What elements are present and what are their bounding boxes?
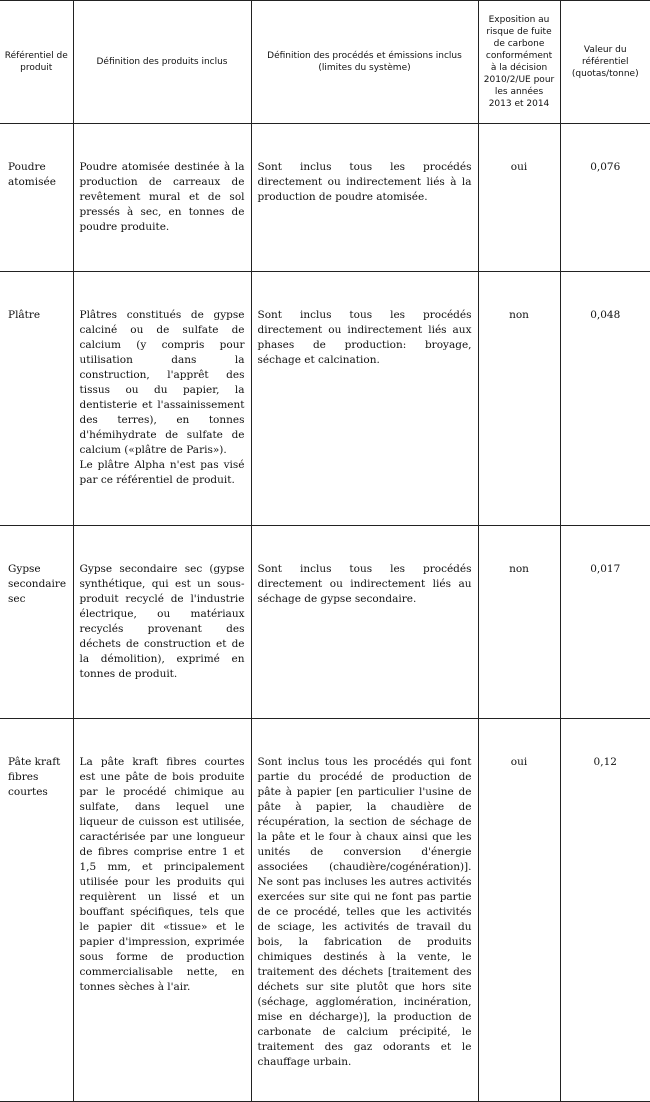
product-name: Poudre atomisée — [0, 124, 73, 190]
definition-text: Gypse secondaire sec (gypse synthétique, qui est un sous-produit recyclé de l'industrie électrique, ou matériaux recyclés provenant des déchets de construction et de la démolition), exprimé en tonnes de produit. — [80, 562, 245, 682]
definition-text: Poudre atomisée destinée à la production de carreaux de revêtement mural et de sol pressés à sec, en tonnes de poudre produite. — [80, 160, 245, 235]
value-cell — [560, 719, 650, 1102]
product-name: Pâte kraft fibres courtes — [0, 719, 73, 800]
definition-cell — [73, 526, 251, 719]
table-row — [0, 526, 650, 719]
header-product — [0, 1, 73, 124]
exposure-value: non — [479, 272, 560, 323]
header-definition — [73, 1, 251, 124]
processes-cell — [251, 272, 478, 526]
exposure-value: oui — [479, 719, 560, 770]
processes-text: Sont inclus tous les procédés directement ou indirectement liés aux phases de production: broyage, séchage et calcination. — [252, 272, 478, 368]
header-processes-label: Définition des procédés et émissions inclus (limites du système) — [252, 50, 478, 74]
value-cell — [560, 124, 650, 272]
product-cell — [0, 272, 73, 526]
processes-cell — [251, 719, 478, 1102]
definition-cell — [73, 719, 251, 1102]
processes-cell — [251, 526, 478, 719]
product-cell — [0, 526, 73, 719]
processes-text: Sont inclus tous les procédés directement ou indirectement liés à la production de poudre atomisée. — [252, 124, 478, 205]
product-name: Gypse secondaire sec — [0, 526, 73, 607]
table-row — [0, 124, 650, 272]
value-cell — [560, 526, 650, 719]
processes-text: Sont inclus tous les procédés directement ou indirectement liés au séchage de gypse secondaire. — [252, 526, 478, 607]
definition-text: Plâtres constitués de gypse calciné ou de sulfate de calcium (y compris pour utilisation dans la construction, l'apprêt des tissus ou du papier, la dentisterie et l'assainissement des terres), en tonnes d'hémihydrate de sulfate de calcium («plâtre de Paris»). — [80, 308, 245, 458]
definition-cell — [73, 272, 251, 526]
definition-cell — [73, 124, 251, 272]
product-cell — [0, 719, 73, 1102]
product-cell — [0, 124, 73, 272]
header-value-label: Valeur du référentiel (quotas/tonne) — [561, 44, 650, 80]
header-exposure-label: Exposition au risque de fuite de carbone conformément à la décision 2010/2/UE pour les années 2013 et 2014 — [479, 14, 560, 110]
table-row — [0, 272, 650, 526]
benchmark-value: 0,12 — [561, 719, 650, 770]
header-exposure — [478, 1, 560, 124]
header-processes — [251, 1, 478, 124]
exposure-cell — [478, 272, 560, 526]
definition-text: La pâte kraft fibres courtes est une pâte de bois produite par le procédé chimique au sulfate, dans lequel une liqueur de cuisson est utilisée, caractérisée par une longueur de fibres comprise entre 1 et 1,5 mm, et principalement utilisée pour les produits qui requièrent un lissé et un bouffant spécifiques, tels que le papier dit «tissue» et le papier d'impression, exprimée sous forme de production commercialisable nette, en tonnes sèches à l'air. — [80, 755, 245, 995]
table-header — [0, 1, 650, 124]
processes-cell — [251, 124, 478, 272]
definition-note: Le plâtre Alpha n'est pas visé par ce référentiel de produit. — [80, 458, 245, 488]
header-definition-label: Définition des produits inclus — [74, 56, 251, 68]
header-value — [560, 1, 650, 124]
product-name: Plâtre — [0, 272, 73, 323]
benchmark-value: 0,048 — [561, 272, 650, 323]
processes-text: Sont inclus tous les procédés qui font partie du procédé de production de pâte à papier [en particulier l'usine de pâte à papier, la chaudière de récupération, la section de séchage de la pâte et le four à chaux ainsi que les unités de conversion d'énergie associées (chaudière/cogénération)]. Ne sont pas incluses les autres activités exercées sur site qui ne font pas partie de ce procédé, telles que les activités de sciage, les activités de travail du bois, la fabrication de produits chimiques destinés à la vente, le traitement des déchets [traitement des déchets sur site plutôt que hors site (séchage, agglomération, incinération, mise en décharge)], la production de carbonate de calcium précipité, le traitement des gaz odorants et le chauffage urbain. — [252, 719, 478, 1070]
table-row — [0, 719, 650, 1102]
exposure-cell — [478, 719, 560, 1102]
header-product-label: Référentiel de produit — [0, 50, 73, 74]
header-row — [0, 1, 650, 124]
table-body — [0, 124, 650, 1102]
benchmark-value: 0,017 — [561, 526, 650, 577]
exposure-cell — [478, 526, 560, 719]
benchmark-value: 0,076 — [561, 124, 650, 175]
exposure-value: oui — [479, 124, 560, 175]
exposure-value: non — [479, 526, 560, 577]
exposure-cell — [478, 124, 560, 272]
value-cell — [560, 272, 650, 526]
